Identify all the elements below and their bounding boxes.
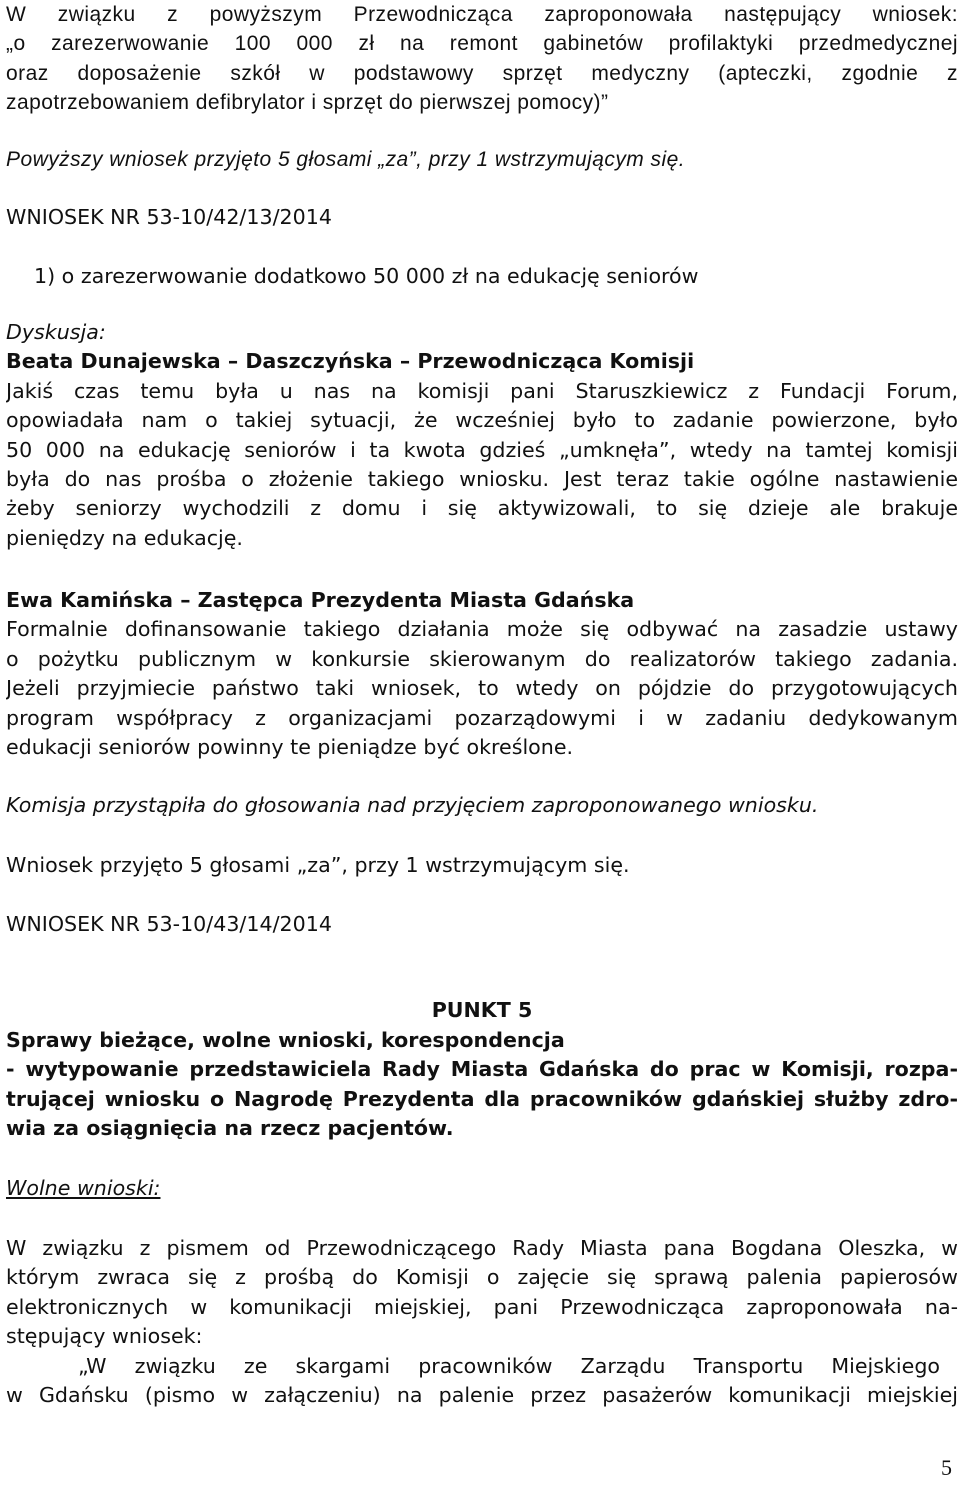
free-motions-label <box>6 1174 958 1203</box>
speech-line: program współpracy z organizacjami pozarządowymi i w zadaniu dedykowanym <box>6 705 958 730</box>
vote-result-text: Wniosek przyjęto 5 głosami „za”, przy 1 wstrzymującym się. <box>6 853 630 877</box>
intro-line: W związku z powyższym Przewodnicząca zaproponowała następujący wniosek: <box>6 3 958 26</box>
speaker2-section <box>6 586 958 762</box>
quote-line: w Gdańsku (pismo w załączeniu) na palenie przez pasażerów komunikacji miejskiej <box>6 1382 958 1407</box>
discussion-label: Dyskusja: <box>6 320 106 344</box>
speech-line: była do nas prośba o złożenie takiego wniosku. Jest teraz takie ogólne nastawienie <box>6 466 958 491</box>
paragraph-line: stępujący wniosek: <box>6 1324 203 1349</box>
paragraph-line: W związku z pismem od Przewodniczącego Rady Miasta pana Bogdana Oleszka, w <box>6 1236 958 1260</box>
point5-heading <box>6 996 958 1025</box>
point-heading: PUNKT 5 <box>431 998 533 1022</box>
speech-line: Jeżeli przyjmiecie państwo taki wniosek, to wtedy on pójdzie do przygotowujących <box>6 676 958 701</box>
speech-line: opowiadała nam o takiej sytuacji, że wcześniej było to zadanie powierzone, było <box>6 408 958 433</box>
motion-42-item <box>6 262 958 291</box>
free-motions-paragraph <box>6 1234 958 1410</box>
page-number: 5 <box>941 1455 952 1480</box>
commission-vote <box>6 791 958 820</box>
vote-42-result <box>6 851 958 880</box>
speech-line: 50 000 na edukację seniorów i ta kwota gdzieś „umknęła”, wtedy na tamtej komisji <box>6 437 958 462</box>
quote-line: „W związku ze skargami pracowników Zarządu Transportu Miejskiego <box>78 1353 940 1378</box>
intro-line: oraz doposażenie szkół w podstawowy sprzęt medyczny (apteczki, zgodnie z <box>6 61 958 85</box>
speech-line: Jakiś czas temu była u nas na komisji pani Staruszkiewicz z Fundacji Forum, <box>6 378 958 403</box>
paragraph-line: którym zwraca się z prośbą do Komisji o zajęcie się sprawą palenia papierosów <box>6 1265 958 1290</box>
point-line: - wytypowanie przedstawiciela Rady Miasta Gdańska do prac w Komisji, rozpa- <box>6 1057 958 1082</box>
speech-line: pieniędzy na edukację. <box>6 525 243 550</box>
point5-section <box>6 1026 958 1144</box>
vote-result-text: Powyższy wniosek przyjęto 5 głosami „za”, przy 1 wstrzymującym się. <box>6 148 685 171</box>
speech-line: edukacji seniorów powinny te pieniądze być określone. <box>6 734 574 759</box>
commission-vote-text: Komisja przystąpiła do głosowania nad przyjęciem zaproponowanego wniosku. <box>6 793 819 817</box>
motion-title: WNIOSEK NR 53-10/42/13/2014 <box>6 205 332 229</box>
free-motions-heading: Wolne wnioski: <box>6 1176 161 1200</box>
speaker-name: Ewa Kamińska – Zastępca Prezydenta Miasta Gdańska <box>6 588 635 612</box>
speech-line: Formalnie dofinansowanie takiego działania może się odbywać na zasadzie ustawy <box>6 617 958 642</box>
speaker-name: Beata Dunajewska – Daszczyńska – Przewodnicząca Komisji <box>6 349 695 374</box>
point-subheading: Sprawy bieżące, wolne wnioski, korespondencja <box>6 1028 565 1052</box>
speech-line: o pożytku publicznym w konkursie skierowanym do realizatorów takiego zadania. <box>6 646 958 671</box>
motion-title: WNIOSEK NR 53-10/43/14/2014 <box>6 912 332 936</box>
intro-vote-result <box>6 145 958 174</box>
intro-line: „o zarezerwowanie 100 000 zł na remont gabinetów profilaktyki przedmedycznej <box>6 32 958 56</box>
motion-42-title <box>6 203 958 232</box>
speech-line: żeby seniorzy wychodzili z domu i się aktywizowali, to się dzieje ale brakuje <box>6 496 958 521</box>
discussion-section <box>6 318 958 553</box>
intro-line: zapotrzebowaniem defibrylator i sprzęt do pierwszej pomocy)” <box>6 91 609 115</box>
point-line: wia za osiągnięcia na rzecz pacjentów. <box>6 1116 454 1141</box>
intro-paragraph <box>6 0 958 118</box>
paragraph-line: elektronicznych w komunikacji miejskiej, pani Przewodnicząca zaproponowała na- <box>6 1294 958 1319</box>
motion-item: 1) o zarezerwowanie dodatkowo 50 000 zł na edukację seniorów <box>34 264 699 288</box>
point-line: trującej wniosku o Nagrodę Prezydenta dla pracowników gdańskiej służby zdro- <box>6 1086 958 1111</box>
motion-43-title <box>6 910 958 939</box>
